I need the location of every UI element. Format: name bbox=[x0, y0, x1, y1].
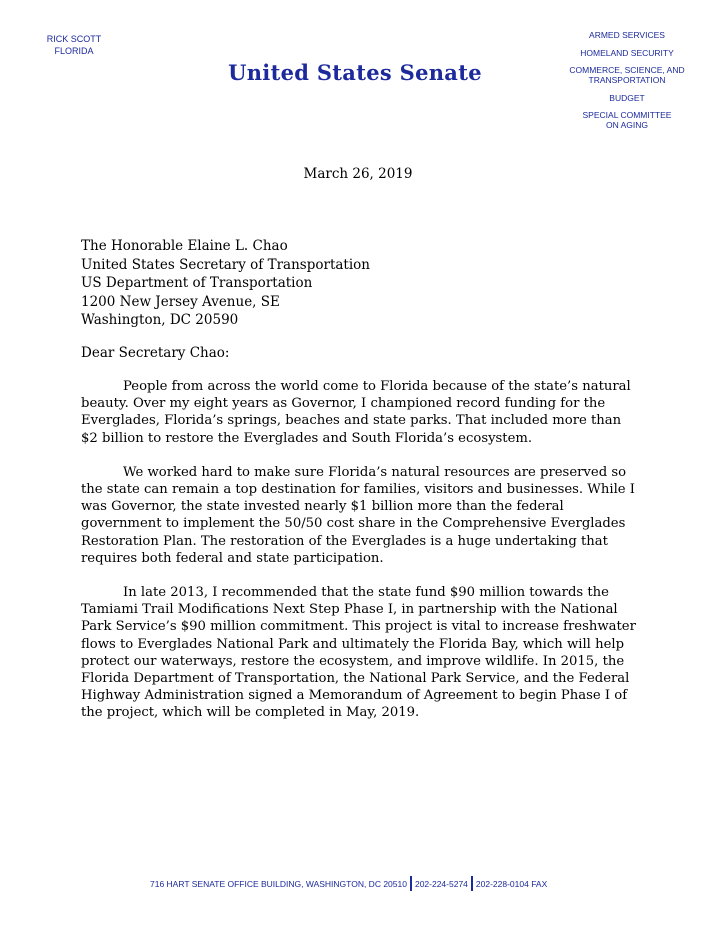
sender-state: FLORIDA bbox=[54, 46, 94, 56]
footer-address: 716 HART SENATE OFFICE BUILDING, WASHINGTON, DC 20510 bbox=[150, 878, 407, 889]
recipient-line: United States Secretary of Transportation bbox=[81, 256, 370, 273]
recipient-line: US Department of Transportation bbox=[81, 275, 313, 291]
footer-phone: 202-224-5274 bbox=[414, 878, 468, 889]
committee-item: BUDGET bbox=[609, 92, 645, 103]
letter-date: March 26, 2019 bbox=[303, 166, 413, 182]
committee-item: COMMERCE, SCIENCE, AND TRANSPORTATION bbox=[569, 65, 685, 85]
sender-name: RICK SCOTT bbox=[46, 34, 102, 44]
footer-divider bbox=[471, 876, 473, 891]
salutation: Dear Secretary Chao: bbox=[81, 345, 230, 361]
committee-item: HOMELAND SECURITY bbox=[580, 47, 674, 58]
body-paragraph: We worked hard to make sure Florida’s natural resources are preserved so the state can remain a top destination for families, visitors and businesses. While I was Governor, the state invested nearly $1 billion more than the federal government to implement the 50/50 cost share in the Comprehensive Everglades Restoration Plan. The restoration of the Everglades is a huge undertaking that requires both federal and state participation. bbox=[81, 464, 635, 566]
footer-contact bbox=[150, 876, 590, 891]
committee-item: SPECIAL COMMITTEE ON AGING bbox=[582, 110, 672, 130]
sender-block bbox=[34, 33, 114, 57]
recipient-line: The Honorable Elaine L. Chao bbox=[81, 238, 288, 254]
letter-body bbox=[81, 378, 637, 739]
footer-divider bbox=[410, 876, 412, 891]
recipient-line: 1200 New Jersey Avenue, SE bbox=[81, 293, 280, 310]
recipient-line: Washington, DC 20590 bbox=[81, 312, 239, 328]
committee-item: ARMED SERVICES bbox=[589, 30, 665, 40]
committee-list bbox=[552, 30, 702, 138]
body-paragraph: People from across the world come to Florida because of the state’s natural beauty. Over my eight years as Governor, I championed record funding for the Everglades, Florida’s springs, beaches and state parks. That included more than $2 billion to restore the Everglades and South Florida’s ecosystem. bbox=[81, 379, 631, 446]
recipient-address bbox=[81, 237, 370, 330]
letterhead-title: United States Senate bbox=[228, 60, 482, 85]
body-paragraph: In late 2013, I recommended that the state fund $90 million towards the Tamiami Trail Modifications Next Step Phase I, in partnership with the National Park Service’s $90 million commitment. This project is vital to increase freshwater flows to Everglades National Park and ultimately the Florida Bay, which will help protect our waterways, restore the ecosystem, and improve wildlife. In 2015, the Florida Department of Transportation, the National Park Service, and the Federal Highway Administration signed a Memorandum of Agreement to begin Phase I of the project, which will be completed in May, 2019. bbox=[81, 585, 636, 721]
footer-fax: 202-228-0104 FAX bbox=[475, 878, 548, 889]
